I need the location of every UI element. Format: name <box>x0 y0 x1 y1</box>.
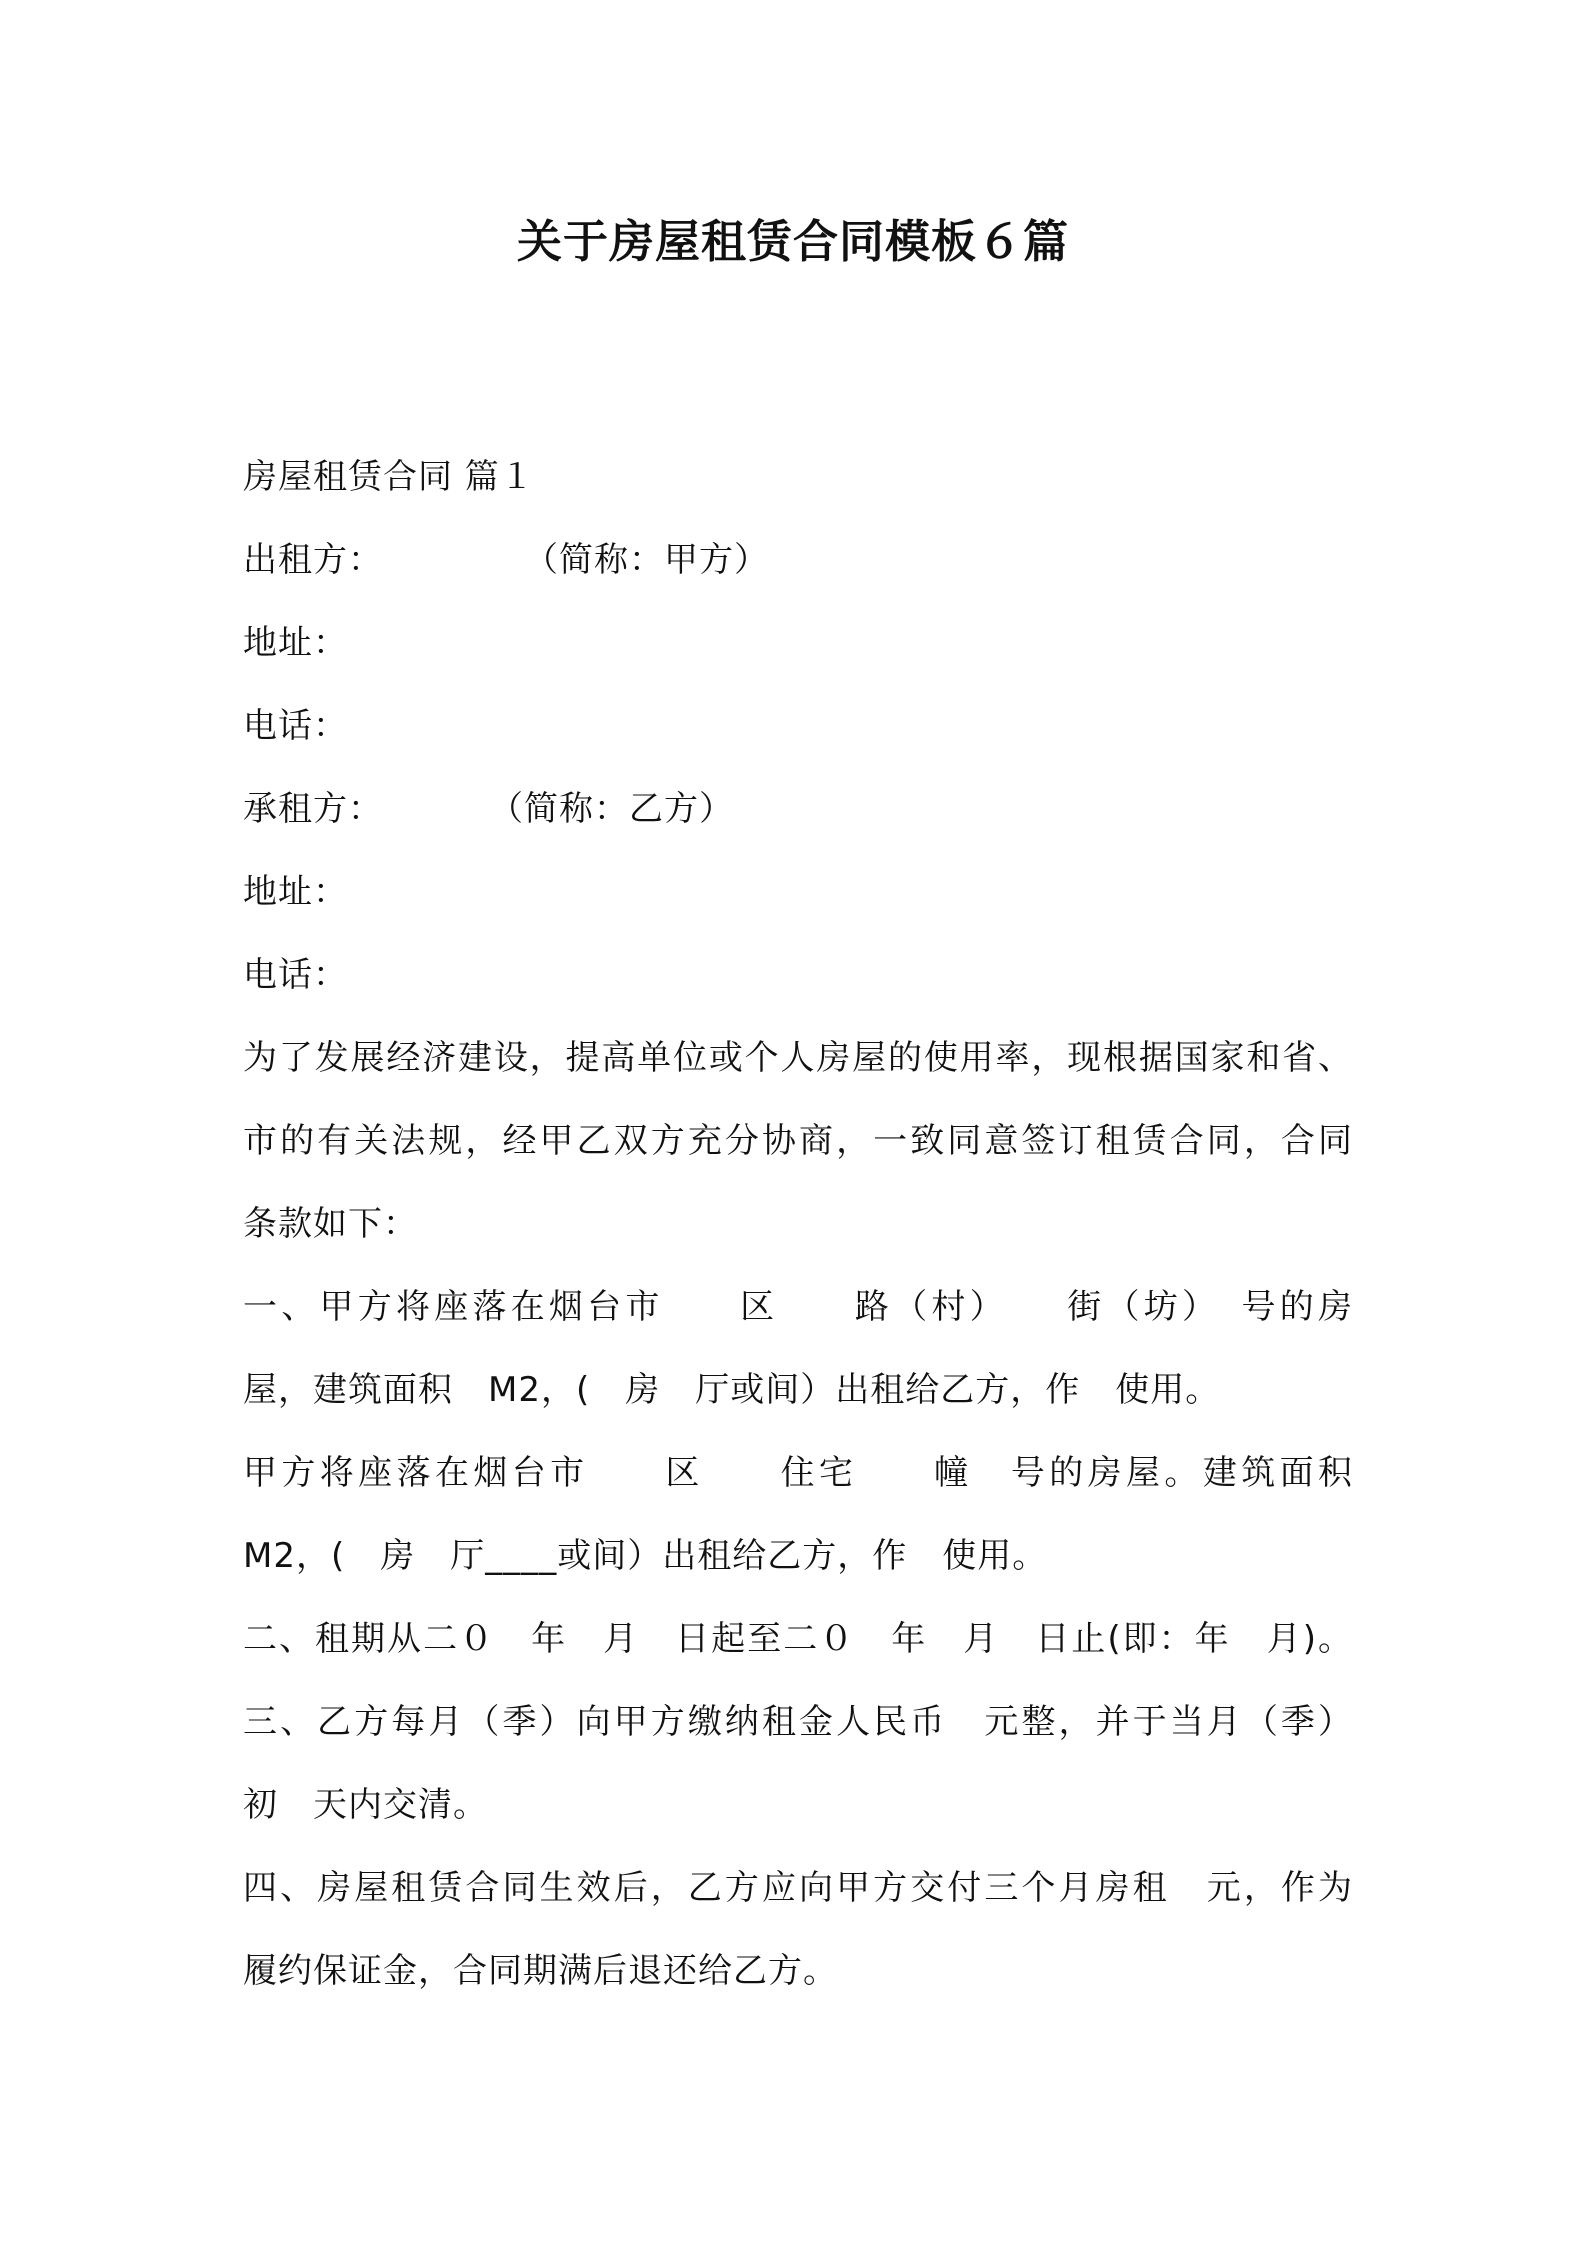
lessor-address-line: 地址： <box>243 623 348 663</box>
lessee-address-line: 地址： <box>243 872 348 912</box>
preamble-line-1: 为了发展经济建设，提高单位或个人房屋的使用率，现根据国家和省、 <box>243 1038 1353 1078</box>
document-title: 关于房屋租赁合同模板６篇 <box>516 215 1069 268</box>
section-heading: 房屋租赁合同 篇１ <box>243 457 535 497</box>
clause-3-line-1: 三、乙方每月（季）向甲方缴纳租金人民币 元整，并于当月（季） <box>243 1702 1353 1742</box>
lessor-phone-line: 电话： <box>243 706 348 746</box>
preamble-line-3: 条款如下： <box>243 1204 418 1244</box>
clause-1-line-4: M2，( 房 厅____或间）出租给乙方，作 使用。 <box>243 1536 1048 1576</box>
clause-1-line-2: 屋，建筑面积 M2，( 房 厅或间）出租给乙方，作 使用。 <box>243 1370 1221 1410</box>
clause-2-line: 二、租期从二０ 年 月 日起至二０ 年 月 日止(即：年 月)。 <box>243 1619 1353 1659</box>
clause-1-line-1: 一、甲方将座落在烟台市 区 路（村） 街（坊） 号的房 <box>243 1287 1353 1327</box>
clause-3-line-2: 初 天内交清。 <box>243 1785 488 1825</box>
clause-4-line-1: 四、房屋租赁合同生效后，乙方应向甲方交付三个月房租 元，作为 <box>243 1868 1353 1908</box>
preamble-line-2: 市的有关法规，经甲乙双方充分协商，一致同意签订租赁合同，合同 <box>243 1121 1353 1161</box>
clause-4-line-2: 履约保证金，合同期满后退还给乙方。 <box>243 1951 838 1991</box>
lessee-line: 承租方： （简称：乙方） <box>243 789 734 829</box>
lessor-line: 出租方： （简称：甲方） <box>243 540 769 580</box>
lessee-phone-line: 电话： <box>243 955 348 995</box>
clause-1-line-3: 甲方将座落在烟台市 区 住宅 幢 号的房屋。建筑面积 <box>243 1453 1353 1493</box>
